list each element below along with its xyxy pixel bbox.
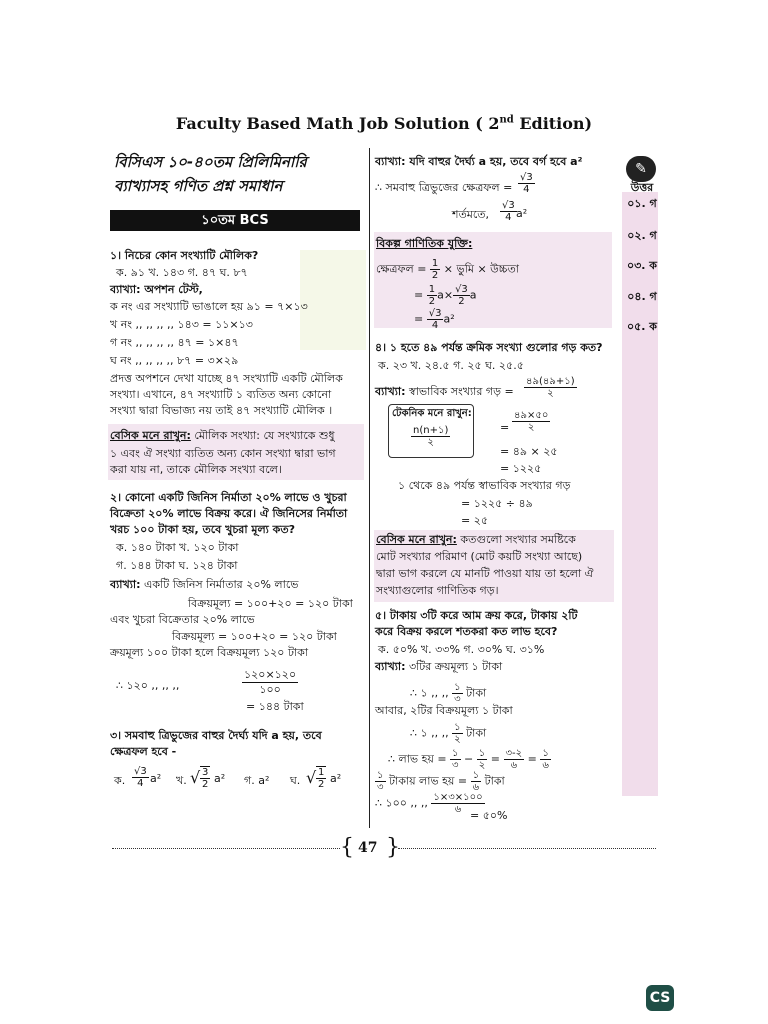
q5-question-1: ৫। টাকায় ৩টি করে আম ক্রয় করে, টাকায় ২টি: [375, 609, 578, 622]
section-heading: বিসিএস ১০-৪০তম প্রিলিমিনারি ব্যাখ্যাসহ গণিত প্রশ্ন সমাধান: [114, 153, 307, 195]
q5-explain-2: ∴ ১ ,, ,, $\frac{১}{৩}$ টাকা: [410, 682, 487, 705]
basic-note-text: দ্বারা ভাগ করলে যে মানটি পাওয়া যায় তা হলো ঐ: [376, 567, 594, 580]
q5-question-2: করে বিক্রয় করলে শতকরা কত লাভ হবে?: [375, 625, 558, 638]
q1-question: ১। নিচের কোন সংখ্যাটি মৌলিক?: [110, 249, 259, 262]
q2-result: = ১৪৪ টাকা: [246, 700, 304, 713]
q2-options-2: গ. ১৪৪ টাকা ঘ. ১২৪ টাকা: [116, 559, 238, 572]
q5-explain-3: আবার, ২টির বিক্রয়মূল্য ১ টাকা: [375, 704, 513, 717]
q5-explain-6: $\frac{১}{৩}$ টাকায় লাভ হয় = $\frac{১}{৬}$ টাকা: [377, 770, 505, 793]
basic-note-text: সংখ্যাগুলোর গাণিতিক গড়।: [376, 584, 499, 597]
q1-explain-3: সংখ্যা দ্বারা বিভাজ্য নয় তাই ৪৭ সংখ্যাটি মৌলিক ।: [110, 404, 333, 417]
q2-explain-1: বিক্রয়মূল্য = ১০০+২০ = ১২০ টাকা: [188, 597, 353, 610]
q1-line-4: ঘ নং ,, ,, ,, ,, ৮৭ = ৩×২৯: [110, 354, 239, 367]
q4-options: ক. ২৩ খ. ২৪.৫ গ. ২৫ ঘ. ২৫.৫: [378, 359, 524, 372]
basic-note-2: [374, 530, 614, 602]
alternative-proof: [374, 232, 612, 331]
q2-explain-2: এবং খুচরা বিক্রেতার ২০% লাভে: [110, 613, 255, 626]
alt-label: বিকল্প গাণিতিক যুক্তি:: [376, 237, 473, 250]
camscanner-logo: CS: [646, 985, 674, 1011]
q1-explanation-label: ব্যাখ্যা: অপশন টেস্ট,: [110, 283, 203, 296]
q2-frac-lhs: ∴ ১২০ ,, ,, ,,: [116, 679, 180, 692]
q2-question-3: খরচ ১০০ টাকা হয়, তবে খুচরা মূল্য কত?: [110, 523, 295, 536]
answer-item: ০১. গ: [627, 197, 657, 210]
q3-question-2: ক্ষেত্রফল হবে -: [110, 745, 177, 758]
q2-options-1: ক. ১৪০ টাকা খ. ১২০ টাকা: [116, 541, 239, 554]
q2-explain-4: ক্রয়মূল্য ১০০ টাকা হলে বিক্রয়মূল্য ১২০ টাকা: [110, 646, 309, 659]
q1-options: ক. ৯১ খ. ১৪৩ গ. ৪৭ ঘ. ৮৭: [116, 266, 248, 279]
q1-explain-2: সংখ্যা। এখানে, ৪৭ সংখ্যাটি ১ ব্যতিত অন্য কোনো: [110, 388, 332, 401]
answer-item: ০৪. গ: [627, 290, 657, 303]
q5-options: ক. ৫০% খ. ৩৩% গ. ৩০% ঘ. ৩১%: [378, 643, 545, 656]
q4-fraction-2: ৪৯×৫০ ২: [514, 410, 549, 433]
q4-line-3: = ৪৯ × ২৫: [500, 445, 558, 458]
technique-formula: n(n+১) ২: [413, 425, 449, 448]
basic-note-label: বেসিক মনে রাখুন:: [376, 533, 457, 546]
answer-item: ০২. গ: [627, 229, 657, 242]
q4-explain: ব্যাখ্যা: স্বাভাবিক সংখ্যার গড় =: [375, 385, 514, 398]
q1-explain-1: প্রদত্ত অপশনে দেখা যাচ্ছে ৪৭ সংখ্যাটি একটি মৌলিক: [110, 372, 343, 385]
bcs-banner: ১০তম BCS: [110, 210, 360, 231]
q3-explain-2: ∴ সমবাহু ত্রিভুজের ক্ষেত্রফল =: [375, 181, 513, 194]
answer-panel: [616, 152, 668, 352]
alt-line-1: ক্ষেত্রফল = $\frac{1}{2}$ × ভুমি × উচ্চতা: [376, 258, 519, 281]
q4-eq-sign: =: [500, 421, 510, 434]
q2-explain-0: ব্যাখ্যা: একটি জিনিস নির্মাতার ২০% লাভে: [110, 578, 299, 591]
page-number-bracket: {: [340, 835, 354, 860]
q2-question-2: বিক্রেতা ২০% লাভে বিক্রয় করে। ঐ জিনিসের নির্মাতা: [110, 507, 348, 520]
page-number: 47: [358, 840, 378, 856]
q4-question: ৪। ১ হতে ৪৯ পর্যন্ত ক্রমিক সংখ্যা গুলোর গড় কত?: [375, 341, 603, 354]
answer-item: ০৫. ক: [627, 320, 657, 333]
answer-item: ০৩. ক: [626, 259, 657, 272]
q5-explain-1: ব্যাখ্যা: ৩টির ক্রয়মূল্য ১ টাকা: [375, 660, 503, 673]
technique-label: টেকনিক মনে রাখুন:: [392, 408, 472, 419]
pencil-icon: ✎: [626, 156, 656, 182]
q3-explain-1: ব্যাখ্যা: যদি বাহুর দৈর্ঘ্য a হয়, তবে বর্গ হবে a²: [375, 155, 583, 168]
basic-note-1: [108, 424, 364, 480]
q3-option-kh: খ.: [176, 774, 187, 787]
footer-rule-right: [398, 848, 656, 849]
q1-line-2: খ নং ,, ,, ,, ,, ১৪৩ = ১১×১৩: [110, 318, 253, 331]
book-title: Faculty Based Math Job Solution ( 2nd Edition): [175, 114, 593, 133]
q3-explain-fraction: $\frac{√3}{4}$: [520, 172, 533, 195]
q4-line-7: = ২৫: [461, 514, 489, 527]
decorative-background: [300, 250, 366, 350]
basic-note-text: করা যায় না, তাকে মৌলিক সংখ্যা বলে।: [110, 463, 282, 476]
q4-line-4: = ১২২৫: [500, 462, 542, 475]
q5-explain-5: ∴ লাভ হয় = $\frac{১}{৩}$ − $\frac{১}{২}$ = $\frac{৩-২}{৬}$ = $\frac{১}{৬}$: [388, 748, 549, 771]
q4-fraction-1: ৪৯(৪৯+১) ২: [526, 376, 575, 399]
footer-rule-left: [112, 848, 340, 849]
technique-box: [388, 404, 474, 458]
q1-line-3: গ নং ,, ,, ,, ,, ৪৭ = ১×৪৭: [110, 336, 239, 349]
basic-note-text: মৌলিক সংখ্যা: যে সংখ্যাকে শুধু: [190, 429, 335, 442]
q3-option-k: ক.: [114, 774, 126, 787]
basic-note-text: মোট সংখ্যার পরিমাণ (মোট কয়টি সংখ্যা আছে): [376, 550, 583, 563]
q2-explain-3: বিক্রয়মূল্য = ১০০+২০ = ১২০ টাকা: [172, 630, 337, 643]
q2-question-1: ২। কোনো একটি জিনিস নির্মাতা ২০% লাভে ও খুচরা: [110, 491, 347, 504]
alt-line-3: = $\frac{√3}{4}$ a²: [414, 308, 455, 331]
basic-note-label: বেসিক মনে রাখুন:: [110, 429, 191, 442]
q3-question-1: ৩। সমবাহু ত্রিভুজের বাহুর দৈর্ঘ্য যদি a হয়, তবে: [110, 729, 322, 742]
q3-options: ক. $\frac{√3}{4}$ a² খ. √ $\frac{3}{2}$ a² গ. a² ঘ. √ $\frac{1}{2}$ a²: [114, 766, 342, 790]
q3-explain-fraction-2: $\frac{√3}{4}$: [502, 200, 515, 223]
basic-note-text: কতগুলো সংখ্যার সমষ্টিকে: [456, 533, 576, 546]
q1-line-1: ক নং এর সংখ্যাটি ভাঙালে হয় ৯১ = ৭×১৩: [110, 300, 308, 313]
answer-label: উত্তর: [630, 181, 654, 194]
q3-option-g: গ. a²: [244, 774, 270, 787]
q5-result: = ৫০%: [470, 809, 508, 822]
q5-explain-4: ∴ ১ ,, ,, $\frac{১}{২}$ টাকা: [410, 722, 487, 745]
q3-explain-3: শর্তমতে,: [452, 208, 490, 221]
basic-note-text: ১ এবং ঐ সংখ্যা ব্যতিত অন্য কোন সংখ্যা দ্বারা ভাগ: [110, 447, 336, 460]
page-number-bracket: }: [386, 835, 400, 860]
q3-option-gh: ঘ.: [290, 774, 301, 787]
q5-explain-7: ∴ ১০০ ,, ,, $\frac{১\times ৩\times ১০০}{৬}$: [375, 792, 483, 815]
alt-line-2: = $\frac{1}{2}$ a× $\frac{√3}{2}$ a: [414, 284, 477, 307]
q2-fraction: ১২০×১২০ ১০০: [244, 668, 297, 696]
column-divider: [369, 148, 370, 828]
q3-explain-3-tail: a²: [516, 207, 528, 220]
q4-line-6: = ১২২৫ ÷ ৪৯: [461, 497, 533, 510]
q4-line-5: ১ থেকে ৪৯ পর্যন্ত স্বাভাবিক সংখ্যার গড়: [398, 479, 571, 492]
